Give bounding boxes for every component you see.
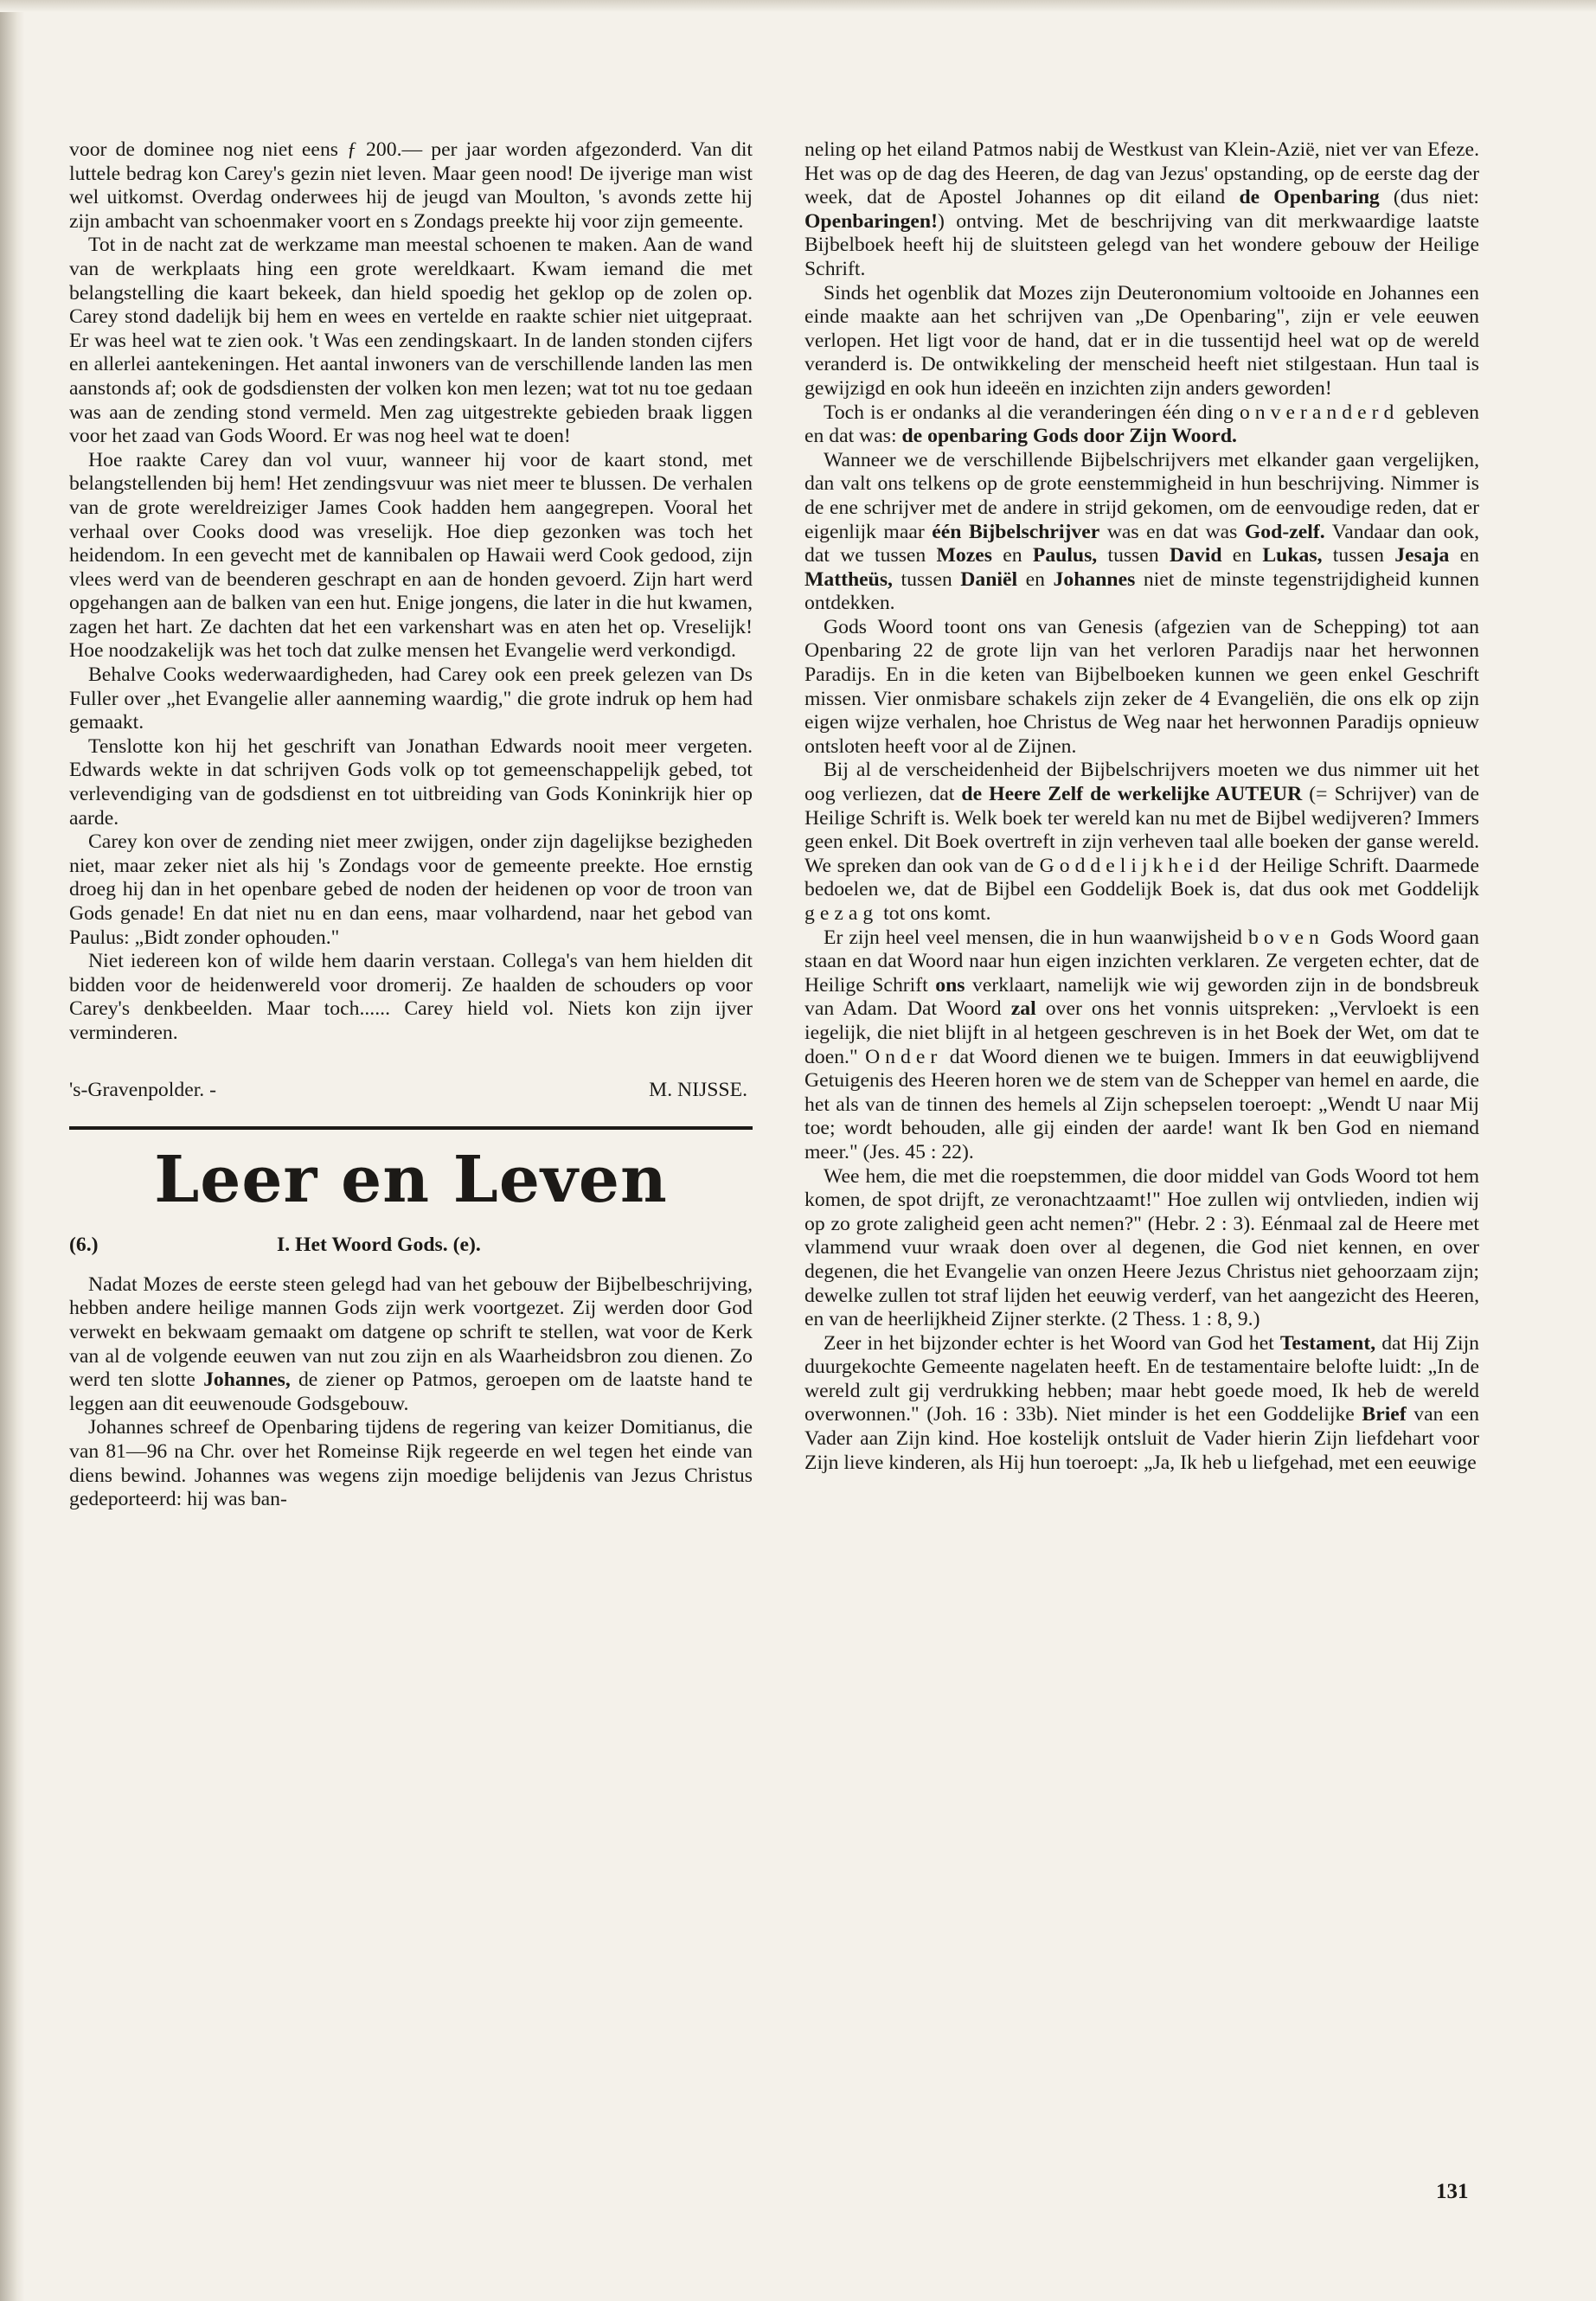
section-title: Leer en Leven (154, 1143, 668, 1218)
bold-run: God-zelf. (1244, 520, 1325, 543)
page-edge-shadow (0, 0, 24, 2301)
paragraph: Gods Woord toont ons van Genesis (afgezien van de Schepping) tot aan Openbaring 22 de grote lijn van het verloren Paradijs naar het herwonnen Paradijs. En in die keten van Bijbelboeken kunnen we geen enkel Geschrift missen. Vier onmisbare schakels zijn zeker de 4 Evangeliën, die ons elk op zijn eigen wijze verhalen, hoe Christus de Weg naar het herwonnen Paradijs opnieuw ontsloten heeft voor al de Zijnen. (804, 615, 1479, 758)
spaced-run: onveranderd (1239, 401, 1400, 424)
text-run: Toch is er ondanks al die veranderingen één ding (824, 401, 1240, 424)
text-run: neling op het eiland Patmos nabij de Westkust van Klein-Azië, niet ver van Efeze. Het was op de dag des Heeren, de dag van Jezus' opstanding, op de eerste dag der week, dat de Apostel Johannes op dit eiland (804, 138, 1479, 209)
bold-run: David (1169, 544, 1222, 567)
paragraph (69, 1273, 753, 1417)
page-top-shadow (0, 0, 1596, 12)
paragraph (804, 401, 1479, 449)
bold-run: Johannes, (203, 1368, 291, 1392)
text-run: Gods Woord gaan staan en dat Woord naar hun eigen inzichten verklaren. Ze vergeten echter, dat de Heilige Schrift (804, 926, 1479, 997)
paragraph (804, 138, 1479, 282)
section-divider (69, 1126, 753, 1130)
bold-run: één Bijbelschrijver (932, 520, 1100, 543)
bold-run: de Heere Zelf de werkelijke AUTEUR (961, 783, 1303, 806)
text-run: tussen (892, 567, 961, 591)
text-run: (dus niet: (1379, 186, 1479, 209)
text-run: van een Vader aan Zijn kind. Hoe kostelijk ontsluit de Vader hierin Zijn liefdehart voor Zijn lieve kinderen, als Hij hun toeroept: „Ja, Ik heb u liefgehad, met een eeuwige (804, 1403, 1479, 1474)
text-run: de ziener op Patmos, geroepen om de laatste hand te leggen aan dit eeuwenoude Godsgebouw. (69, 1368, 753, 1415)
paragraph: Tot in de nacht zat de werkzame man meestal schoenen te maken. Aan de wand van de werkplaats hing een grote wereldkaart. Kwam iemand die met belangstelling die kaart bekeek, dan hield spoedig het geklop op de zolen op. Carey stond dadelijk bij hem en wees en vertelde en raakte schier niet uitgepraat. Er was heel wat te zien ook. 't Was een zendingskaart. In de landen stonden cijfers en allerlei aantekeningen. Het aantal inwoners van de verschillende landen las men aanstonds af; ook de godsdiensten der volken kon men lezen; wat tot nu toe gedaan was aan de zending stond vermeld. Men zag uitgestrekte gebieden braak liggen voor het zaad van Gods Woord. Er was nog heel wat te doen! (69, 234, 753, 448)
bold-run: Johannes (1053, 567, 1136, 591)
bold-run: Lukas, (1262, 544, 1323, 567)
text-run: verklaart, namelijk wie wij geworden zijn in de bondsbreuk van Adam. Dat Woord (804, 973, 1479, 1021)
text-run: tot ons komt. (878, 902, 991, 925)
paragraph: Hoe raakte Carey dan vol vuur, wanneer hij voor de kaart stond, met belangstellenden bij hem! Het zendingsvuur was niet meer te blussen. De verhalen van de grote wereldreiziger James Cook hadden hem aangegrepen. Vooral het verhaal over Cooks dood was vreselijk. Hoe diep gezonken was toch het heidendom. In een gevecht met de kannibalen op Hawaii werd Cook gedood, zijn vlees werd van de beenderen geschrapt en aan de honden gevoerd. Zijn hart werd opgehangen aan de balken van een hut. Enige jongens, die later in die hut kwamen, zagen het hart. Ze dachten dat het een varkenshart was en aten het op. Vreselijk! Hoe noodzakelijk was het toch dat zulke mensen het Evangelie werd verkondigd. (69, 448, 753, 663)
paragraph: Behalve Cooks wederwaardigheden, had Carey ook een preek gelezen van Ds Fuller over „het Evangelie aller aanneming waardig," die grote indruk op hem had gemaakt. (69, 663, 753, 734)
text-run: dat Hij Zijn duurgekochte Gemeente nagelaten heeft. En de testamentaire belofte luidt: „In de wereld zult gij verdrukking hebben; maar hebt goede moed, Ik heb de wereld overwonnen." (Joh. 16 : 33b). Niet minder is het een Goddelijke (804, 1331, 1479, 1426)
text-run: (= Schrijver) van de Heilige Schrift is. Welk boek ter wereld kan nu met de Bijbel wedijveren? Immers geen enkel. Dit Boek overtreft in zijn verheven taal alle boeken der ganse wereld. We spreken dan ook van de (804, 783, 1480, 877)
text-run: was en dat was (1099, 520, 1245, 543)
text-run: gebleven en dat was: (804, 401, 1479, 448)
bold-run: Mozes (936, 544, 992, 567)
text-run: en (991, 544, 1033, 567)
paragraph (804, 1332, 1479, 1476)
bold-run: Daniël (960, 567, 1018, 591)
paragraph (804, 926, 1479, 1165)
text-run: en (1017, 567, 1054, 591)
text-run: ) ontving. Met de beschrijving van dit merkwaardige laatste Bijbelboek heeft hij de sluitsteen gelegd van het wondere gebouw der Heilige Schrift. (804, 209, 1479, 280)
text-run: en (1449, 544, 1479, 567)
text-run: tussen (1097, 544, 1170, 567)
text-run: Er zijn heel veel mensen, die in hun waanwijsheid (824, 926, 1248, 949)
section-number: (6.) (69, 1234, 99, 1257)
bold-run: de openbaring Gods door Zijn Woord. (901, 425, 1237, 448)
paragraph: Niet iedereen kon of wilde hem daarin verstaan. Collega's van hem hielden dit bidden voor de heidenwereld voor dromerij. Ze haalden de schouders op voor Carey's denkbeelden. Maar toch...... Carey hield vol. Niets kon zijn ijver verminderen. (69, 950, 753, 1044)
text-run: over ons het vonnis uitspreken: „Vervloekt is een iegelijk, die niet blijft in al hetgeen geschreven is in het Boek der Wet, om dat te doen." (804, 997, 1480, 1068)
text-run: tussen (1322, 544, 1395, 567)
bold-run: Mattheüs, (804, 567, 893, 591)
left-column (69, 138, 753, 1512)
bold-run: ons (935, 973, 965, 997)
text-run: dat Woord dienen we te buigen. Immers in dat eeuwigblijvend Getuigenis des Heeren horen we de stem van de Schepper van hemel en aarde, die het als van de tinnen des hemels al Zijn schepselen toeroept: „Wendt U naar Mij toe; wordt behouden, alle gij einden der aarde! want Ik ben God en niemand meer." (Jes. 45 : 22). (804, 1045, 1479, 1163)
paragraph: Johannes schreef de Openbaring tijdens de regering van keizer Domitianus, die van 81—96 na Chr. over het Romeinse Rijk regeerde en wel tegen het einde van diens bewind. Johannes was wegens zijn moedige belijdenis van Jezus Christus gedeporteerd: hij was ban- (69, 1416, 753, 1511)
text-run: der Heilige Schrift. Daarmede bedoelen we, dat de Bijbel een Goddelijk Boek is, dat dus ook met Goddelijk (804, 854, 1479, 901)
paragraph (804, 449, 1479, 616)
paragraph (804, 759, 1479, 926)
bold-run: Testament, (1279, 1331, 1376, 1355)
paragraph: Carey kon over de zending niet meer zwijgen, onder zijn dagelijkse bezigheden niet, maar zeker niet als hij 's Zondags voor de gemeente preekte. Hoe ernstig droeg hij dan in het openbare gebed de noden der heidenen op voor de troon van Gods genade! En dat niet nu en dan eens, maar volhardend, naar het gebod van Paulus: „Bidt zonder ophouden." (69, 830, 753, 949)
page-number: 131 (1436, 2180, 1469, 2203)
bold-run: Jesaja (1394, 544, 1450, 567)
section-subtitle: I. Het Woord Gods. (e). (277, 1234, 481, 1257)
text-run: Vandaar dan ook, dat we tussen (804, 520, 1480, 567)
text-run: niet de minste tegenstrijdigheid kunnen ontdekken. (804, 567, 1479, 615)
section-subheading (69, 1234, 753, 1258)
text-run: en (1221, 544, 1263, 567)
spaced-run: gezag (804, 902, 879, 925)
bold-run: zal (1010, 997, 1036, 1021)
place-name: 's-Gravenpolder. - (69, 1078, 217, 1101)
right-column (804, 138, 1479, 1475)
author-name: M. NIJSSE. (649, 1078, 747, 1101)
bold-run: Brief (1362, 1403, 1407, 1426)
paragraph: voor de dominee nog niet eens ƒ 200.— per jaar worden afgezonderd. Van dit luttele bedrag kon Carey's gezin niet leven. Maar geen nood! De ijverige man wist wel uitkomst. Overdag onderwees hij de jeugd van Moulton, 's avonds zette hij zijn ambacht van schoenmaker voort en s Zondags preekte hij voor zijn gemeente. (69, 138, 753, 233)
paragraph: Wee hem, die met die roepstemmen, die door middel van Gods Woord tot hem komen, de spot drijft, ze veronachtzaamt!" Hoe zullen wij ontvlieden, indien wij op zo grote zaligheid geen acht nemen?" (Hebr. 2 : 3). Eénmaal zal de Heere met vlammend vuur wraak doen over al degenen, die God niet kennen, en over degenen, die het Evangelie van onzen Heere Jezus Christus niet gehoorzaam zijn; dewelke zullen tot straf lijden het eeuwig verderf, van het aangezicht des Heeren, en van de heerlijkheid Zijner sterkte. (2 Thess. 1 : 8, 9.) (804, 1164, 1479, 1331)
spaced-run: Goddelijkheid (1039, 854, 1225, 877)
bold-run: Paulus, (1032, 544, 1098, 567)
text-run: Zeer in het bijzonder echter is het Woord van God het (824, 1331, 1280, 1355)
signature-line (69, 1079, 753, 1103)
spaced-run: boven (1248, 926, 1324, 949)
paragraph: Sinds het ogenblik dat Mozes zijn Deuteronomium voltooide en Johannes een einde maakte aan het schrijven van „De Openbaring", zijn er vele eeuwen verlopen. Het ligt voor de hand, dat er in die tussentijd heel wat op de wereld veranderd is. De ontwikkeling der menscheid heeft niet stilgestaan. Hun taal is gewijzigd en ook hun ideeën en inzichten zijn anders geworden! (804, 281, 1479, 400)
text-run: Wanneer we de verschillende Bijbelschrijvers met elkander gaan vergelijken, dan valt ons telkens op de grote eenstemmigheid in hun beschrijving. Nimmer is de ene schrijver met de andere in strijd gekomen, om de eenvoudige reden, dat er eigenlijk maar (804, 448, 1479, 543)
text-run: Bij al de verscheidenheid der Bijbelschrijvers moeten we dus nimmer uit het oog verliezen, dat (804, 759, 1479, 806)
spaced-run: Onder (865, 1045, 943, 1068)
text-run: Nadat Mozes de eerste steen gelegd had van het gebouw der Bijbelbeschrijving, hebben andere heilige mannen Gods zijn werk voortgezet. Zij werden door God verwekt en bekwaam gemaakt om datgene op schrift te stellen, wat voor de Kerk van al de volgende eeuwen van nut zou zijn en als Waarheidsbron zou dienen. Zo werd ten slotte (69, 1272, 753, 1392)
bold-run: Openbaringen! (804, 209, 938, 233)
paragraph: Tenslotte kon hij het geschrift van Jonathan Edwards nooit meer vergeten. Edwards wekte in dat schrijven Gods volk op tot gemeenschappelijk gebed, tot verlevendiging van de godsdienst en tot uitbreiding van Gods Koninkrijk hier op aarde. (69, 734, 753, 830)
bold-run: de Openbaring (1239, 186, 1380, 209)
